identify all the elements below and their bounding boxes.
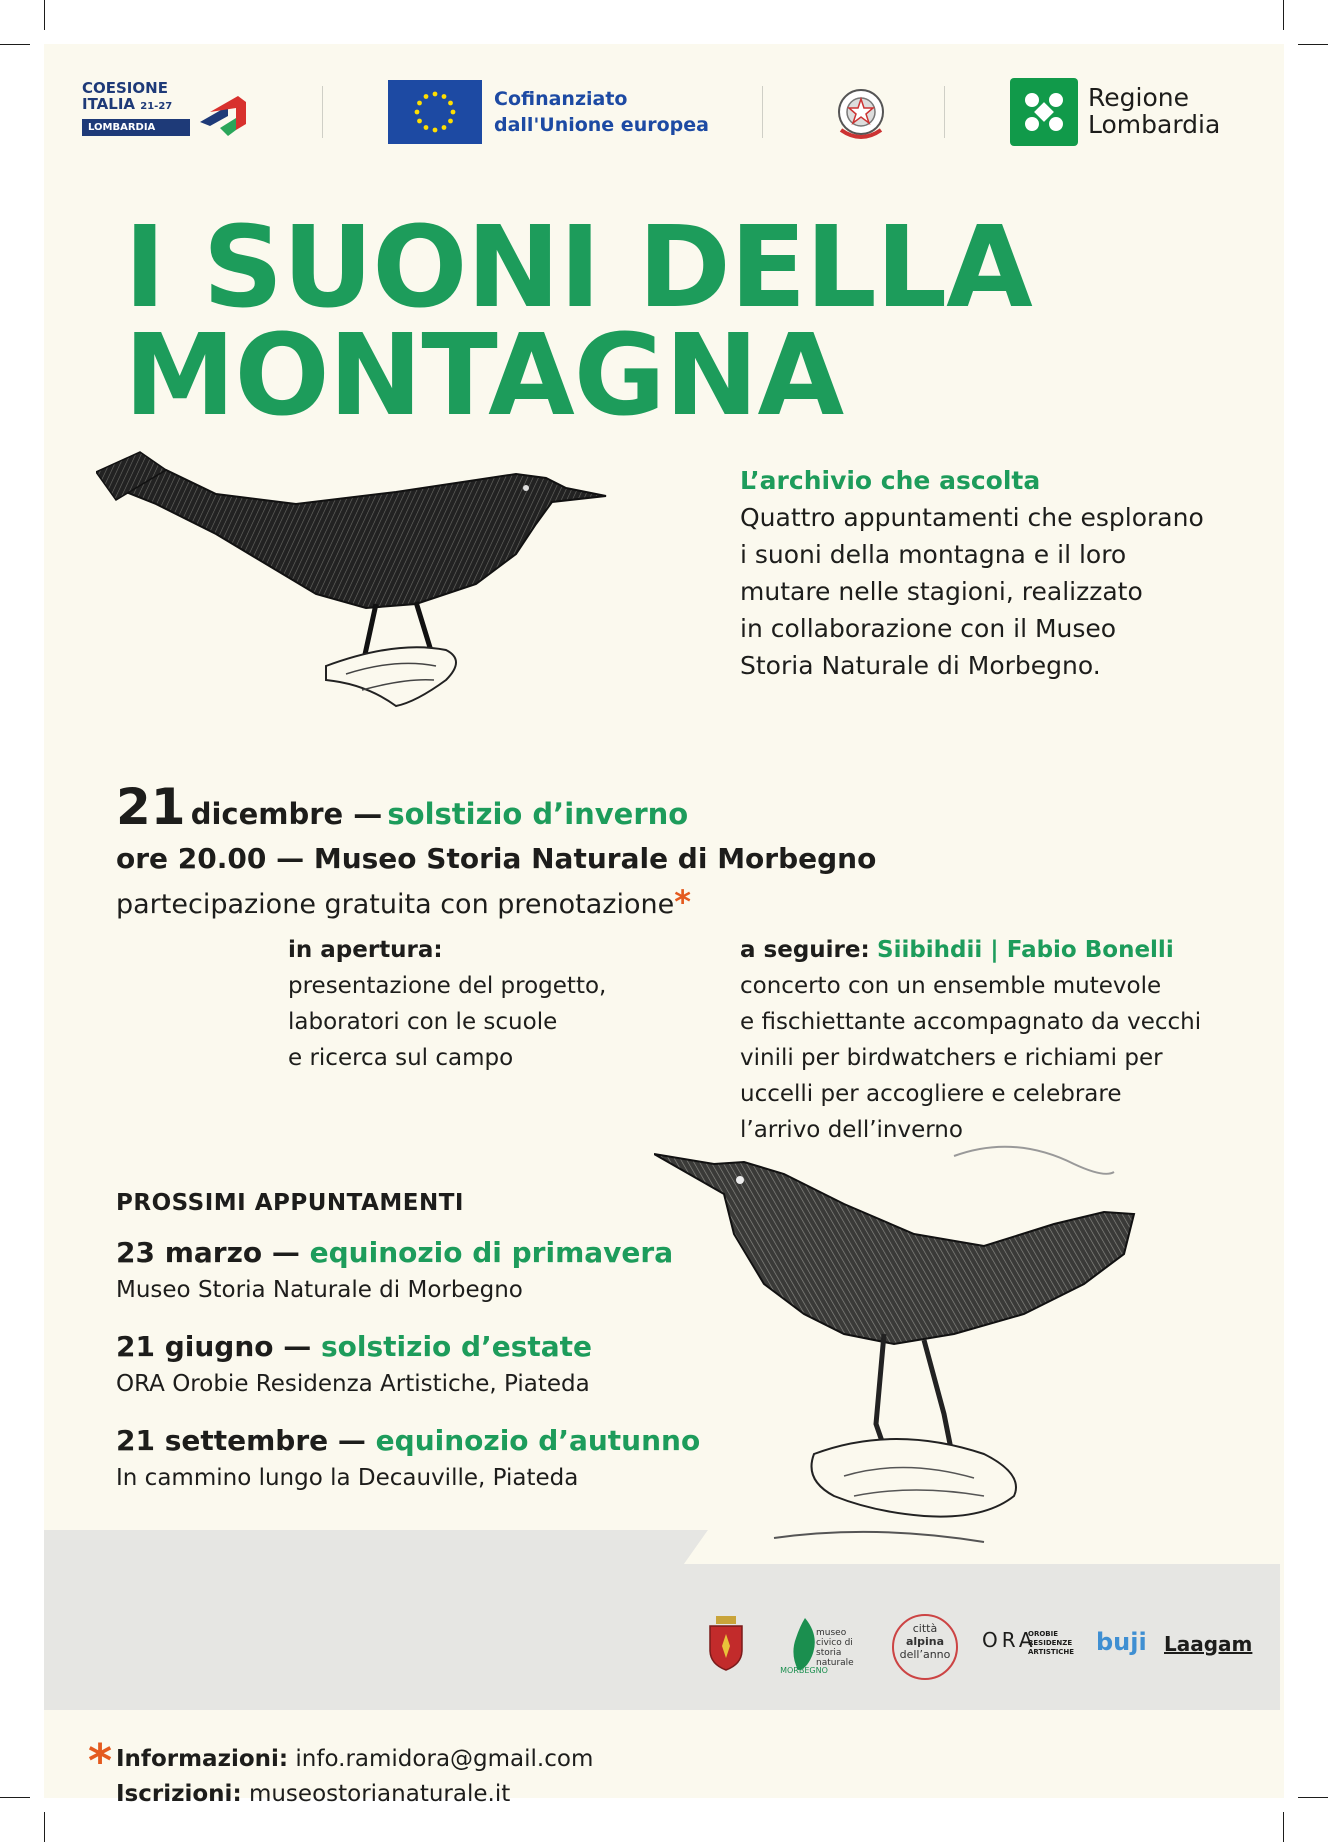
intro-line: i suoni della montagna e il loro [740, 540, 1127, 569]
next-event-date: 23 marzo — [116, 1236, 300, 1269]
crop-mark [1283, 1812, 1284, 1842]
ora-text: OROBIE RESIDENZE ARTISTICHE [1028, 1630, 1075, 1656]
logo-bar [44, 44, 1284, 184]
citta-alpina-line3: dell’anno [899, 1648, 951, 1661]
title-line2: MONTAGNA [124, 311, 844, 441]
page-title [124, 203, 1224, 441]
next-event-season: equinozio di primavera [309, 1236, 674, 1269]
next-event [116, 1424, 700, 1491]
following-line: concerto con un ensemble mutevole [740, 973, 1162, 999]
crop-mark [1298, 44, 1328, 45]
ora-mark: ORA [982, 1628, 1037, 1652]
intro-line: in collaborazione con il Museo [740, 614, 1117, 643]
coesione-line1: COESIONE [82, 79, 168, 97]
ora-logo [982, 1628, 1092, 1656]
following-line: vinili per birdwatchers e richiami per [740, 1045, 1163, 1071]
footer-info [116, 1742, 593, 1812]
opening-column [288, 932, 668, 1076]
next-event-season: equinozio d’autunno [375, 1424, 701, 1457]
event-month: dicembre — [190, 797, 383, 831]
regione-lombardia-logo [1010, 78, 1221, 150]
following-heading: a seguire: [740, 937, 870, 963]
registration-label: Iscrizioni: [116, 1781, 242, 1807]
next-event-date: 21 giugno — [116, 1330, 312, 1363]
info-label: Informazioni: [116, 1746, 289, 1772]
next-events-heading: PROSSIMI APPUNTAMENTI [116, 1190, 464, 1216]
title-line1: I SUONI DELLA [124, 203, 1032, 333]
eu-line2: dall'Unione europea [494, 114, 709, 136]
following-line: l’arrivo dell’inverno [740, 1117, 963, 1143]
separator [944, 86, 945, 138]
opening-line: laboratori con le scuole [288, 1009, 558, 1035]
event-participation: partecipazione gratuita con prenotazione [116, 889, 675, 920]
next-event-place: ORA Orobie Residenza Artistiche, Piateda [116, 1371, 590, 1397]
crop-mark [44, 0, 45, 30]
coesione-arrows-icon [192, 82, 254, 144]
event-time-place: ore 20.00 — Museo Storia Naturale di Morbegno [116, 842, 877, 875]
following-column [740, 932, 1260, 1148]
eu-line1: Cofinanziato [494, 88, 628, 110]
next-event [116, 1236, 673, 1303]
coesione-line2: ITALIA [82, 95, 136, 113]
info-email-link[interactable]: info.ramidora@gmail.com [295, 1746, 594, 1772]
poster [44, 44, 1284, 1807]
coesione-years: 21-27 [140, 101, 173, 112]
intro-line: Storia Naturale di Morbegno. [740, 651, 1101, 680]
next-event-season: solstizio d’estate [321, 1330, 593, 1363]
intro-subtitle: L’archivio che ascolta [740, 466, 1041, 495]
eu-logo [388, 80, 709, 148]
footer-band-cut [44, 1564, 744, 1616]
museo-label: museo civico di storia naturale [816, 1628, 854, 1668]
eu-flag-icon [388, 80, 482, 144]
regione-line2: Lombardia [1088, 110, 1221, 139]
regione-lombardia-icon [1010, 78, 1078, 146]
separator [762, 86, 763, 138]
following-line: e fischiettante accompagnato da vecchi [740, 1009, 1202, 1035]
crop-mark [44, 1812, 45, 1842]
nightingale-illustration [654, 1124, 1254, 1564]
blackbird-illustration [96, 444, 696, 714]
asterisk-icon: * [674, 883, 691, 921]
morbegno-coat-of-arms-icon [706, 1616, 746, 1672]
event-season: solstizio d’inverno [387, 797, 689, 831]
crop-mark [1298, 1797, 1328, 1798]
next-event [116, 1330, 592, 1397]
citta-alpina-line2: alpina [905, 1635, 945, 1648]
crop-mark [0, 1797, 30, 1798]
citta-alpina-logo [892, 1614, 958, 1680]
coesione-italia-logo [82, 80, 262, 150]
opening-line: presentazione del progetto, [288, 973, 607, 999]
footer-asterisk-icon: * [88, 1734, 113, 1788]
coesione-region: LOMBARDIA [82, 119, 190, 136]
following-artists: Siibihdii | Fabio Bonelli [877, 937, 1174, 963]
next-event-place: In cammino lungo la Decauville, Piateda [116, 1465, 579, 1491]
partner-logos [704, 1604, 1264, 1694]
opening-heading: in apertura: [288, 937, 443, 963]
main-event [116, 778, 1216, 921]
intro-line: Quattro appuntamenti che esplorano [740, 503, 1204, 532]
crop-mark [0, 44, 30, 45]
buji-logo: buji [1096, 1628, 1147, 1656]
registration-link[interactable]: museostorianaturale.it [248, 1781, 511, 1807]
opening-line: e ricerca sul campo [288, 1045, 514, 1071]
event-day: 21 [116, 778, 186, 836]
italian-republic-emblem-icon [831, 82, 891, 148]
morbegno-label: MORBEGNO [780, 1666, 828, 1675]
following-line: uccelli per accogliere e celebrare [740, 1081, 1122, 1107]
intro-text [740, 462, 1260, 684]
citta-alpina-line1: città [912, 1622, 938, 1635]
intro-line: mutare nelle stagioni, realizzato [740, 577, 1143, 606]
next-event-date: 21 settembre — [116, 1424, 366, 1457]
separator [322, 86, 323, 138]
laagam-logo: Laagam [1164, 1632, 1253, 1656]
regione-line1: Regione [1088, 83, 1189, 112]
next-event-place: Museo Storia Naturale di Morbegno [116, 1277, 523, 1303]
crop-mark [1283, 0, 1284, 30]
